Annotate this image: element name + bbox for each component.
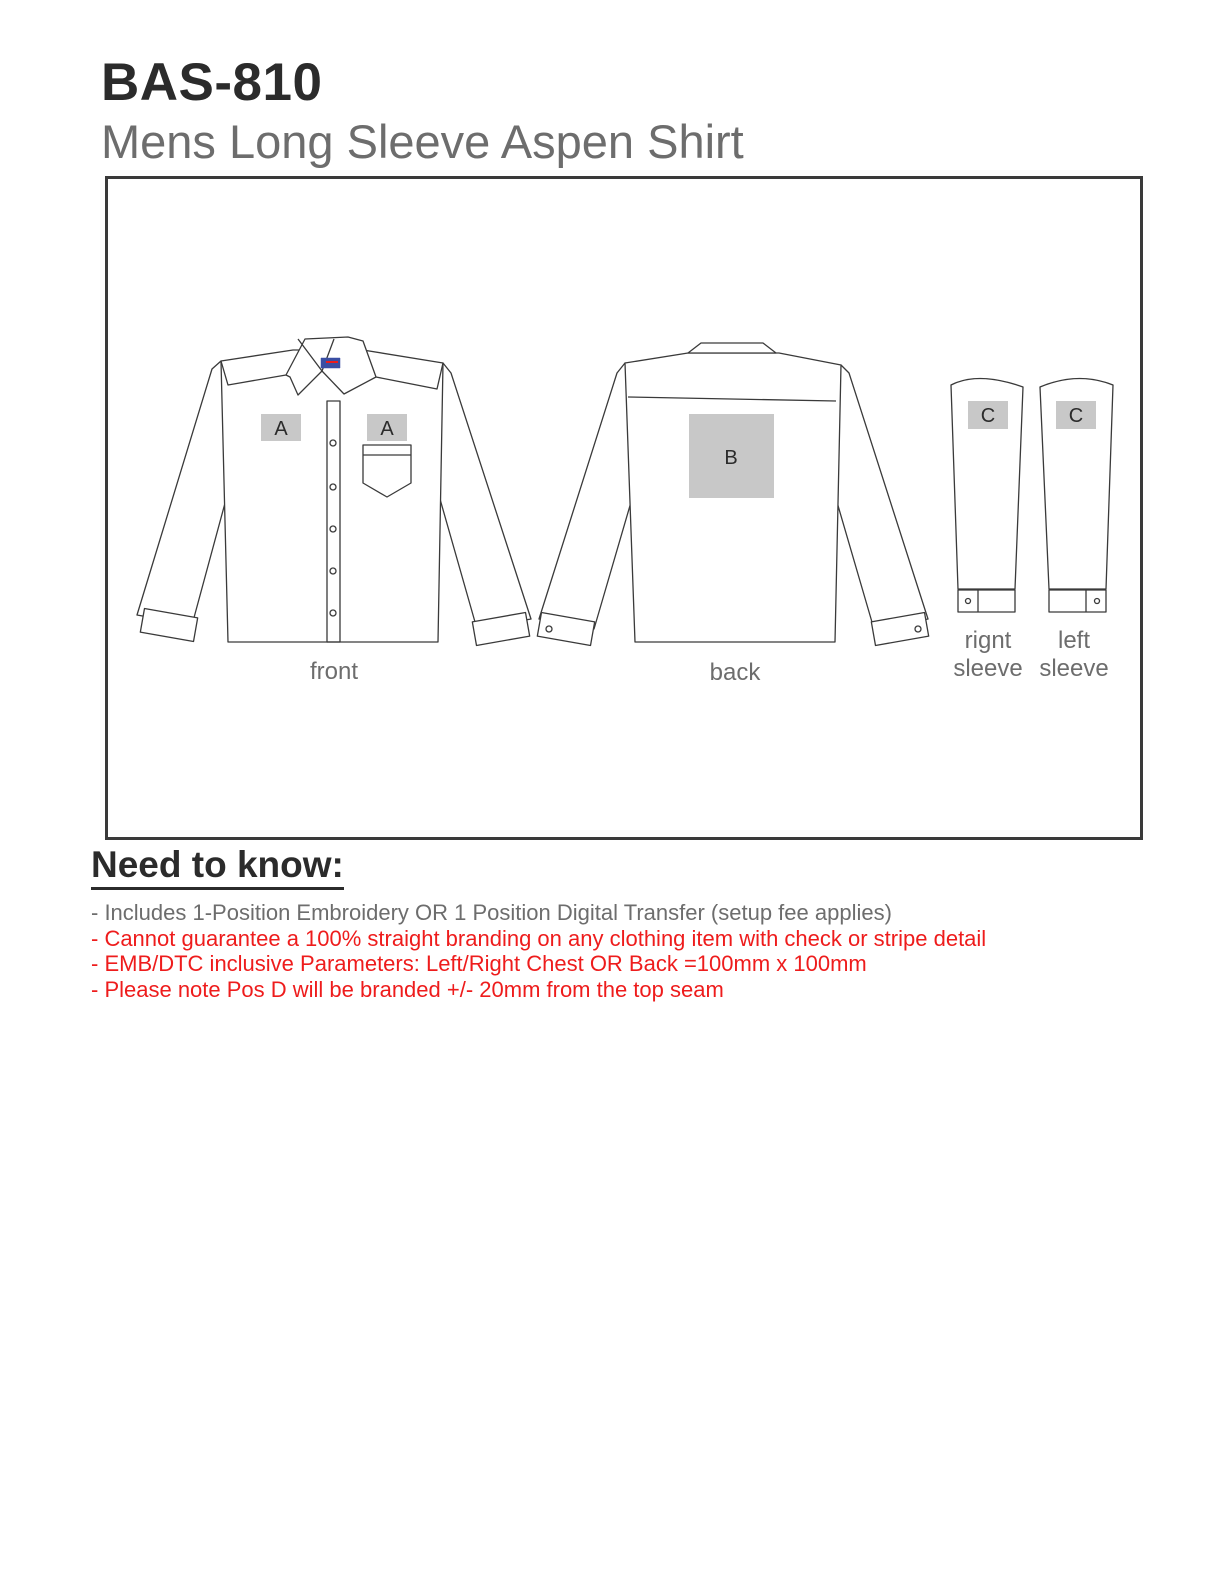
garment-diagram-frame bbox=[105, 176, 1143, 840]
zone-a-right-label: A bbox=[380, 418, 394, 440]
zone-a-left-label: A bbox=[274, 418, 288, 440]
zone-c-right-label: C bbox=[980, 405, 996, 427]
left-sleeve-label-line2: sleeve bbox=[1039, 655, 1109, 682]
need-to-know-list bbox=[91, 900, 986, 1003]
product-code: BAS-810 bbox=[101, 53, 323, 112]
garment-diagram bbox=[108, 179, 1140, 837]
back-right-sleeve bbox=[832, 365, 928, 629]
front-view-label: front bbox=[309, 658, 359, 685]
front-body bbox=[221, 350, 443, 642]
back-left-sleeve bbox=[539, 363, 636, 629]
right-sleeve-label-line2: sleeve bbox=[953, 655, 1023, 682]
back-collar bbox=[688, 343, 776, 353]
back-view-label: back bbox=[709, 659, 761, 686]
note-item: - Cannot guarantee a 100% straight branding on any clothing item with check or stripe detail bbox=[91, 925, 987, 951]
note-item: - Please note Pos D will be branded +/- 20mm from the top seam bbox=[91, 977, 724, 1003]
note-item: - EMB/DTC inclusive Parameters: Left/Right Chest OR Back =100mm x 100mm bbox=[91, 951, 867, 977]
zone-b-label: B bbox=[724, 447, 738, 469]
front-right-sleeve bbox=[436, 363, 531, 629]
shirt-front-view bbox=[137, 337, 531, 646]
note-item: - Includes 1-Position Embroidery OR 1 Position Digital Transfer (setup fee applies) bbox=[91, 900, 892, 925]
zone-c-left-label: C bbox=[1068, 405, 1084, 427]
left-sleeve-label-line1: left bbox=[1057, 627, 1091, 654]
front-left-sleeve bbox=[137, 361, 231, 625]
need-to-know-heading: Need to know: bbox=[91, 846, 344, 890]
right-sleeve-label-line1: rignt bbox=[964, 627, 1012, 654]
product-name: Mens Long Sleeve Aspen Shirt bbox=[101, 115, 744, 168]
